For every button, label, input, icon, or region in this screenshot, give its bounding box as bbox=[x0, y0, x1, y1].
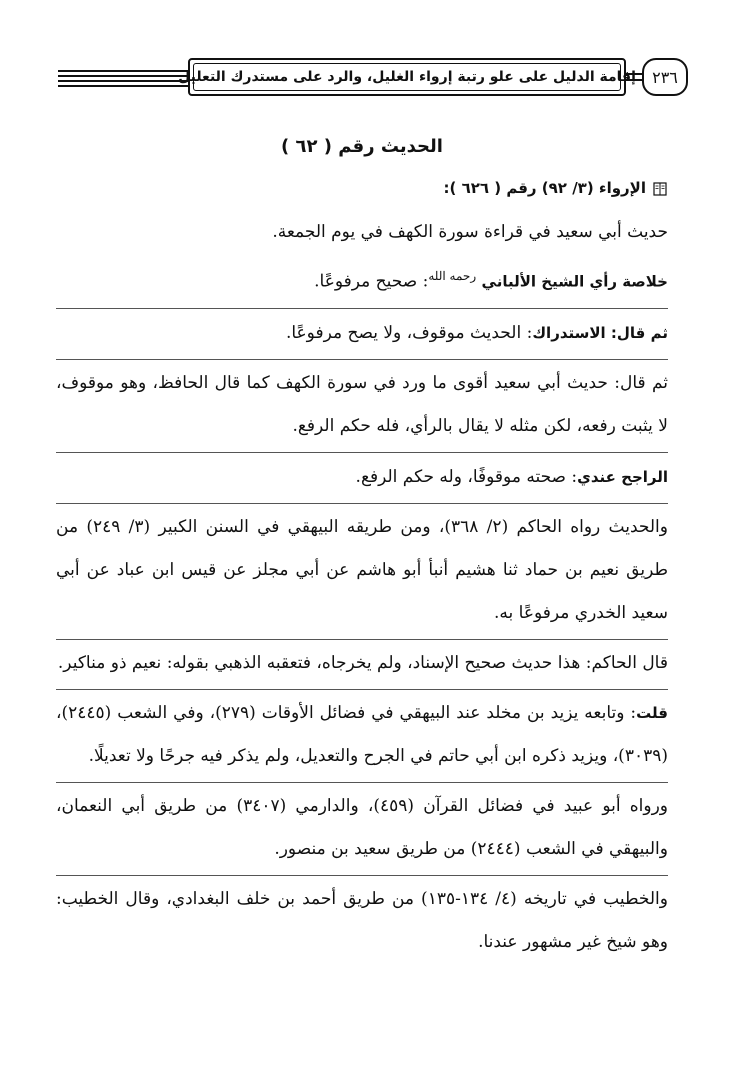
book-title-frame bbox=[178, 58, 636, 96]
istidrak-text: : الحديث موقوف، ولا يصح مرفوعًا. bbox=[285, 322, 533, 343]
istidrak-label: الاستدراك bbox=[532, 323, 606, 342]
qultu-label: قلت bbox=[636, 703, 668, 722]
hadith-heading: الحديث رقم ( ٦٢ ) bbox=[281, 136, 443, 157]
istidrak-explanation: ثم قال: حديث أبي سعيد أقوى ما ورد في سورة الكهف كما قال الحافظ، وهو موقوف، لا يثبت رفعه، لكن مثله لا يقال بالرأي، فله حكم الرفع. bbox=[56, 372, 668, 436]
page-body bbox=[56, 128, 668, 964]
honorific: رحمه الله bbox=[428, 269, 477, 283]
book-title: إقامة الدليل على علو رتبة إرواء الغليل، والرد على مستدرك التعليل bbox=[178, 69, 636, 85]
albani-summary bbox=[56, 254, 668, 304]
istidrak-statement bbox=[56, 311, 668, 355]
section-divider bbox=[56, 875, 668, 876]
page-number-frame bbox=[642, 58, 688, 96]
running-header bbox=[58, 56, 688, 102]
rajih-label: الراجح عندي bbox=[577, 467, 668, 486]
paragraph-hakim-comment: قال الحاكم: هذا حديث صحيح الإسناد، ولم يخرجاه، فتعقبه الذهبي بقوله: نعيم ذو مناكير. bbox=[57, 652, 668, 673]
paragraph-abu-ubaid: ورواه أبو عبيد في فضائل القرآن (٤٥٩)، والدارمي (٣٤٠٧) من طريق أبي النعمان، والبيهقي في الشعب (٢٤٤٤) من طريق سعيد بن منصور. bbox=[56, 795, 668, 859]
section-divider bbox=[56, 782, 668, 783]
section-divider bbox=[56, 452, 668, 453]
header-rule bbox=[58, 85, 198, 87]
hadith-text: حديث أبي سعيد في قراءة سورة الكهف في يوم الجمعة. bbox=[272, 222, 668, 242]
rajih-text: : صحته موقوفًا، وله حكم الرفع. bbox=[355, 466, 578, 487]
irwa-reference-label: الإرواء (٣/ ٩٢) رقم ( ٦٢٦ ): bbox=[443, 179, 646, 197]
section-divider bbox=[56, 639, 668, 640]
paragraph-khatib: والخطيب في تاريخه (٤/ ١٣٤-١٣٥) من طريق أحمد بن خلف البغدادي، وقال الخطيب: وهو شيخ غير مشهور عندنا. bbox=[56, 888, 668, 952]
albani-label: خلاصة رأي الشيخ الألباني bbox=[481, 272, 668, 291]
qultu-text: : وتابعه يزيد بن مخلد عند البيهقي في فضائل الأوقات (٢٧٩)، وفي الشعب (٢٤٤٥)، (٣٠٣٩)، ويزيد ذكره ابن أبي حاتم في الجرح والتعديل، ولم يذكر فيه جرحًا ولا تعديلًا. bbox=[56, 702, 668, 766]
book-icon bbox=[652, 181, 668, 197]
page-number: ٢٣٦ bbox=[652, 67, 678, 87]
rajih-statement bbox=[56, 455, 668, 499]
istidrak-prefix: ثم قال: bbox=[605, 323, 668, 342]
section-divider bbox=[56, 689, 668, 690]
header-rule bbox=[58, 80, 198, 82]
irwa-reference bbox=[56, 166, 668, 210]
section-divider bbox=[56, 308, 668, 309]
header-rule bbox=[58, 70, 198, 72]
section-divider bbox=[56, 359, 668, 360]
paragraph-hakim-source: والحديث رواه الحاكم (٢/ ٣٦٨)، ومن طريقه البيهقي في السنن الكبير (٣/ ٢٤٩) من طريق نعيم بن حماد ثنا هشيم أنبأ أبو هاشم عن أبي مجلز عن قيس ابن عباد عن أبي سعيد الخدري مرفوعًا به. bbox=[56, 516, 668, 623]
paragraph-qultu bbox=[56, 692, 668, 778]
albani-ruling: : صحيح مرفوعًا. bbox=[314, 271, 429, 292]
header-rule bbox=[58, 75, 198, 77]
section-divider bbox=[56, 503, 668, 504]
